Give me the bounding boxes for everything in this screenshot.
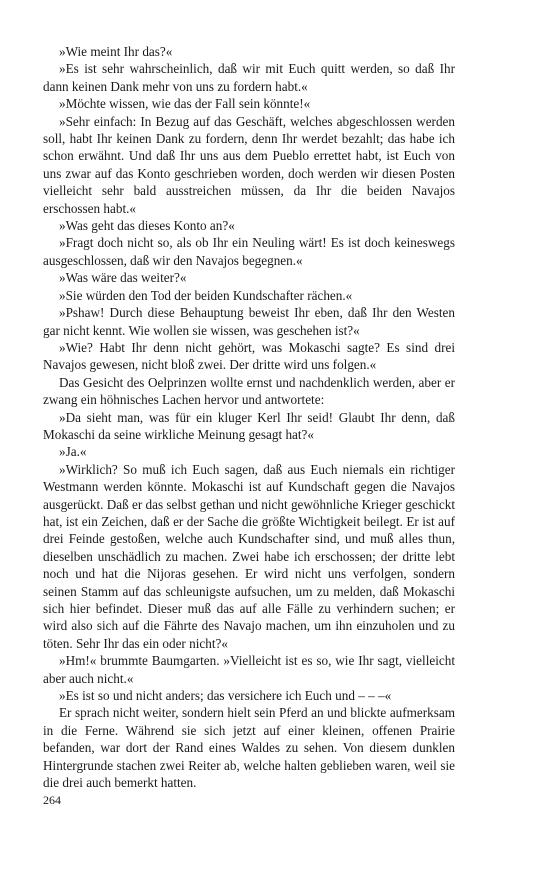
paragraph-15: »Hm!« brummte Baumgarten. »Vielleicht ist es so, wie Ihr sagt, vielleicht aber auch nicht.« [43, 653, 455, 686]
paragraph-4: »Sehr einfach: In Bezug auf das Geschäft, welches abgeschlossen werden soll, habt Ihr keinen Dank zu fordern, denn Ihr werdet bezahlt; das habe ich schon erwähnt. Und daß Ihr uns aus dem Pueblo errettet habt, ist Euch von uns zwar auf das Konto geschrieben worden, doch werden wir diesen Posten vielleicht sehr bald ausstreichen müssen, da Ihr die beiden Navajos erschossen habt.« [43, 113, 455, 216]
paragraph-6: »Fragt doch nicht so, als ob Ihr ein Neuling wärt! Es ist doch keineswegs ausgeschlossen, daß wir den Navajos begegnen.« [43, 235, 455, 268]
paragraph-8: »Sie würden den Tod der beiden Kundschafter rächen.« [59, 287, 353, 303]
paragraph-10: »Wie? Habt Ihr denn nicht gehört, was Mokaschi sagte? Es sind drei Navajos gewesen, nicht bloß zwei. Der dritte wird uns folgen.« [43, 339, 455, 373]
paragraph-16: »Es ist so und nicht anders; das versichere ich Euch und – – –« [59, 688, 392, 704]
paragraph-9: »Pshaw! Durch diese Behauptung beweist Ihr eben, daß Ihr den Westen gar nicht kennt. Wie wollen sie wissen, was geschehen ist?« [43, 305, 455, 338]
paragraph-3: »Möchte wissen, wie das der Fall sein könnte!« [59, 96, 311, 112]
paragraph-17: Er sprach nicht weiter, sondern hielt sein Pferd an und blickte aufmerksam in die Ferne. Während sie sich jetzt auf einer kleinen, offenen Prairie befanden, war dort der Rand eines Waldes zu sehen. Von diesem dunklen Hintergrunde stachen zwei Reiter ab, welche halten geblieben waren, weil sie die drei auch bemerkt hatten. [43, 705, 455, 791]
book-page-text [43, 43, 455, 791]
paragraph-2: »Es ist sehr wahrscheinlich, daß wir mit Euch quitt werden, so daß Ihr dann keinen Dank mehr von uns zu fordern habt.« [43, 61, 455, 94]
paragraph-5: »Was geht das dieses Konto an?« [59, 218, 235, 234]
page-number: 264 [43, 793, 61, 807]
paragraph-14: »Wirklich? So muß ich Euch sagen, daß aus Euch niemals ein richtiger Westmann werden könnte. Mokaschi ist auf Kundschaft gegen die Navajos ausgerückt. Daß er das selbst gethan und nicht gewöhnliche Krieger geschickt hat, ist ein Zeichen, daß er der Sache die größte Wichtigkeit beilegt. Er ist auf drei Feinde gestoßen, welche auch Kundschafter sind, und muß alles thun, dieselben unschädlich zu machen. Zwei habe ich erschossen; der dritte lebt noch und hat die Nijoras gesehen. Er wird nicht uns verfolgen, sondern seinen Stamm auf das schleunigste aufsuchen, um zu melden, daß Mokaschi sich hier befindet. Dieser muß das auf alle Fälle zu verhindern suchen; er wird also sich auf die Fährte des Navajo machen, um ihn einzuholen und zu töten. Sehr Ihr das ein oder nicht?« [43, 461, 455, 651]
paragraph-13: »Ja.« [59, 444, 87, 460]
paragraph-11: Das Gesicht des Oelprinzen wollte ernst und nachdenklich werden, aber er zwang ein höhnisches Lachen hervor und antwortete: [43, 374, 455, 408]
paragraph-12: »Da sieht man, was für ein kluger Kerl Ihr seid! Glaubt Ihr denn, daß Mokaschi da seine wirkliche Meinung gesagt hat?« [43, 409, 455, 442]
paragraph-7: »Was wäre das weiter?« [59, 270, 187, 286]
paragraph-1: »Wie meint Ihr das?« [59, 44, 173, 59]
